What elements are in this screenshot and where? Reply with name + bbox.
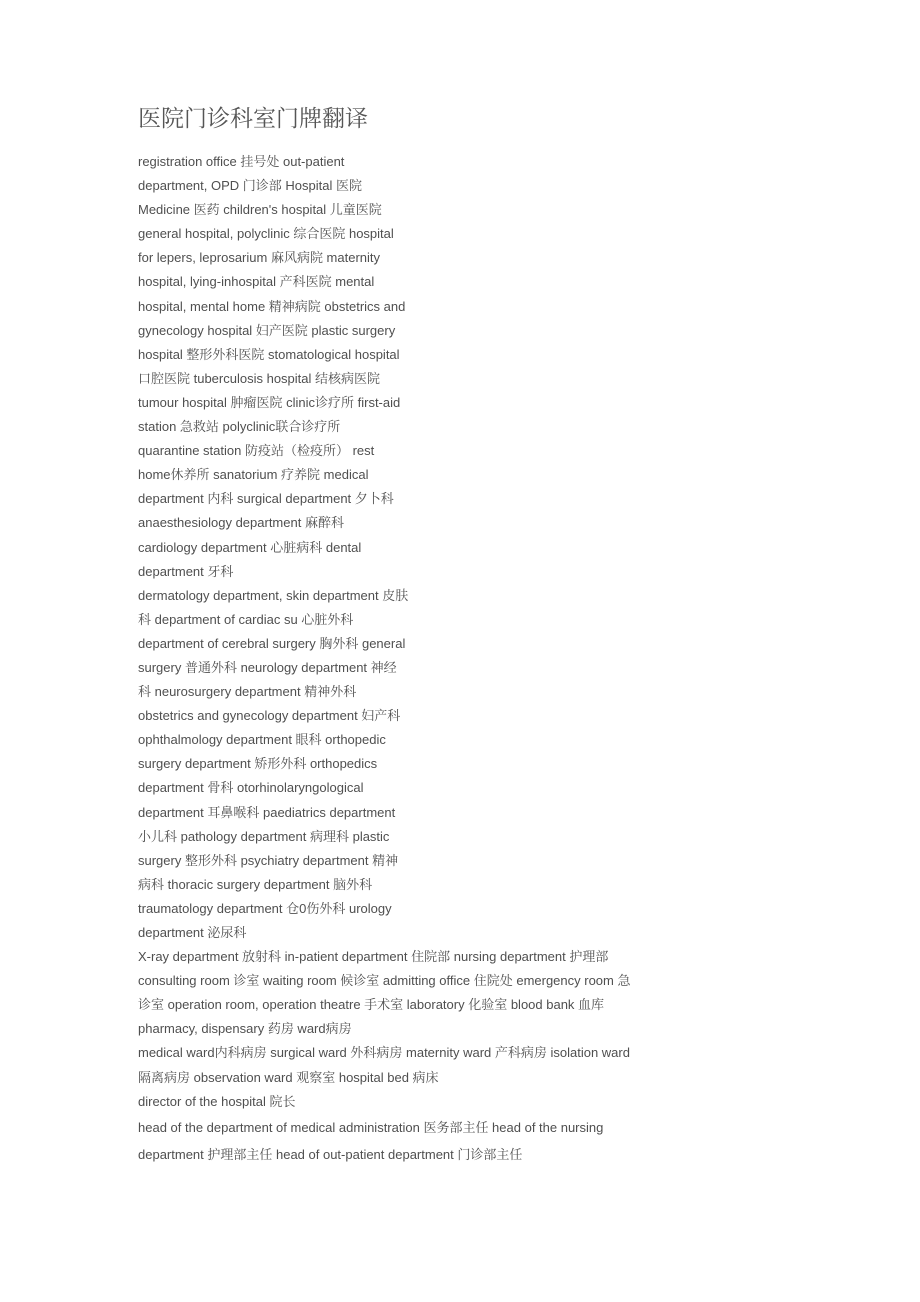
text-line: Medicine 医药 children's hospital 儿童医院 [138,202,382,218]
document-body [138,150,668,1168]
text-line: hospital, mental home 精神病院 obstetrics and [138,298,406,314]
text-line: department 骨科 otorhinolaryngological [138,780,364,796]
text-line: 隔离病房 observation ward 观察室 hospital bed 病床 [138,1069,439,1085]
text-line: hospital, lying-inhospital 产科医院 mental [138,274,375,290]
text-line: surgery 整形外科 psychiatry department 精神 [138,852,399,868]
text-line: medical ward内科病房 surgical ward 外科病房 maternity ward 产科病房 isolation ward [138,1045,630,1061]
text-line: pharmacy, dispensary 药房 ward病房 [138,1021,352,1037]
text-line: X-ray department 放射科 in-patient department 住院部 nursing department 护理部 [138,949,609,965]
text-line: department 内科 surgical department 夕卜科 [138,491,394,507]
text-line: hospital 整形外科医院 stomatological hospital [138,346,400,362]
text-line: anaesthesiology department 麻醉科 [138,515,344,531]
text-line: department 耳鼻喉科 paediatrics department [138,804,396,820]
text-line: obstetrics and gynecology department 妇产科 [138,708,401,724]
text-line: registration office 挂号处 out-patient [138,154,345,169]
text-line: for lepers, leprosarium 麻风病院 maternity [138,250,381,266]
text-line: consulting room 诊室 waiting room 候诊室 admitting office 住院处 emergency room 急 [138,973,631,989]
text-line: home休养所 sanatorium 疗养院 medical [138,467,369,483]
text-line: department, OPD 门诊部 Hospital 医院 [138,178,362,194]
text-line: traumatology department 仓0伤外科 urology [138,900,392,916]
text-line: 病科 thoracic surgery department 脑外科 [138,876,373,892]
text-line: department 泌尿科 [138,925,247,940]
text-line: 科 department of cardiac su 心脏外科 [138,611,354,627]
text-line: station 急救站 polyclinic联合诊疗所 [138,419,341,435]
text-line: quarantine station 防疫站（检疫所） rest [138,443,375,459]
text-line: department 牙科 [138,563,234,579]
text-line: department of cerebral surgery 胸外科 general [138,635,406,651]
text-line: 小儿科 pathology department 病理科 plastic [138,828,390,844]
text-line: general hospital, polyclinic 综合医院 hospital [138,226,394,242]
text-line: head of the department of medical administration 医务部主任 head of the nursing [138,1119,604,1135]
text-line: gynecology hospital 妇产医院 plastic surgery [138,322,396,338]
text-line: 诊室 operation room, operation theatre 手术室 laboratory 化验室 blood bank 血库 [138,997,605,1013]
text-line: ophthalmology department 眼科 orthopedic [138,732,386,748]
text-line: surgery 普通外科 neurology department 神经 [138,659,397,675]
page-title: 医院门诊科室门牌翻译 [138,106,368,132]
text-line: department 护理部主任 head of out-patient department 门诊部主任 [138,1146,523,1162]
text-line: tumour hospital 肿瘤医院 clinic诊疗所 first-aid [138,394,401,410]
text-line: surgery department 矫形外科 orthopedics [138,756,378,772]
text-line: 口腔医院 tuberculosis hospital 结核病医院 [138,370,381,386]
text-line: dermatology department, skin department 皮肤 [138,587,409,603]
text-line: director of the hospital 院长 [138,1093,296,1109]
text-line: cardiology department 心脏病科 dental [138,539,362,555]
text-line: 科 neurosurgery department 精神外科 [138,684,357,700]
